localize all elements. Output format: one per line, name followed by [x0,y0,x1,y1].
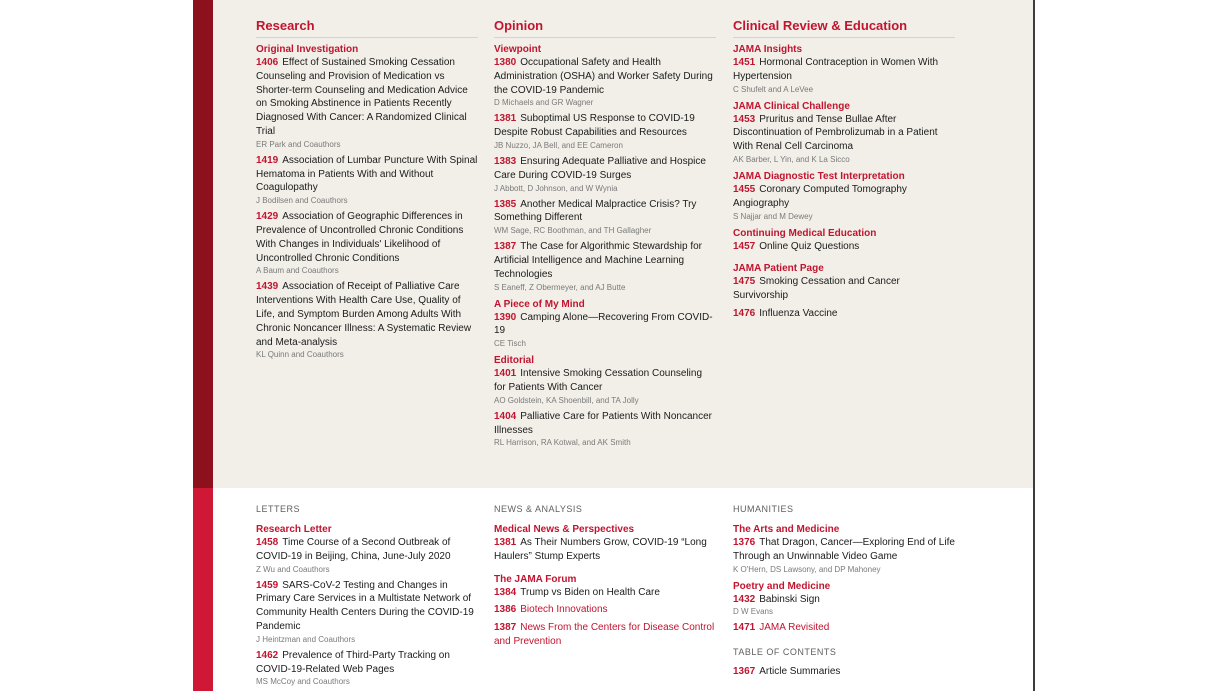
category-label: Original Investigation [256,44,359,55]
section-heading: Opinion [494,18,716,38]
category-label: JAMA Patient Page [733,263,824,275]
news-column [494,504,716,653]
article-title: News From the Centers for Disease Control and Prevention [494,622,715,647]
article-title: Influenza Vaccine [759,307,838,319]
article-authors: K O'Hern, DS Lawsony, and DP Mahoney [733,564,881,574]
article-title: Palliative Care for Patients With Noncancer Illnesses [494,410,712,436]
article-title: Suboptimal US Response to COVID-19 Despite Robust Capabilities and Resources [494,113,695,139]
category-label: Editorial [494,355,535,367]
page-number: 1429 [256,211,279,223]
page-edge [1033,0,1035,691]
toc-entry[interactable] [494,240,716,281]
article-title: Pruritus and Tense Bullae After Discontinuation of Pembrolizumab in a Patient With Renal Cell Carcinoma [733,113,938,153]
page-number: 1390 [494,311,517,323]
accent-bar-top [193,0,213,488]
article-authors: CE Tisch [494,339,527,349]
page-number: 1455 [733,183,756,195]
article-title: Coronary Computed Tomography Angiography [733,183,907,209]
section-heading: TABLE OF CONTENTS [733,647,837,658]
article-authors: D W Evans [733,607,774,617]
page-number: 1459 [256,579,279,591]
article-title: Intensive Smoking Cessation Counseling for Patients With Cancer [494,368,703,393]
category-label: The Arts and Medicine [733,524,840,535]
article-title: Another Medical Malpractice Crisis? Try Something Different [494,198,697,224]
category-label: Viewpoint [494,44,542,55]
page-number: 1404 [494,410,517,422]
page-number: 1387 [494,241,517,253]
toc-entry[interactable] [256,649,478,677]
toc-entry[interactable] [256,56,478,139]
category-label: Continuing Medical Education [733,227,877,239]
toc-entry[interactable] [256,210,478,265]
article-authors: D Michaels and GR Wagner [494,98,594,108]
page-number: 1462 [256,649,279,661]
toc-entry[interactable] [256,280,478,349]
toc-entry[interactable] [494,603,716,617]
toc-entry[interactable] [494,367,716,395]
spacer [733,679,955,683]
toc-entry[interactable] [733,536,955,564]
spacer [494,564,716,568]
spacer [494,649,716,653]
page-number: 1381 [494,537,517,548]
journal-page [193,0,1035,691]
section-heading: LETTERS [256,504,301,514]
page-number: 1406 [256,57,279,68]
page-number: 1381 [494,113,517,125]
toc-entry[interactable] [494,112,716,140]
toc-entry[interactable] [733,275,955,303]
page-number: 1387 [494,622,517,634]
section-heading: Clinical Review & Education [733,18,955,38]
toc-entry[interactable] [733,307,955,321]
page-number: 1401 [494,368,517,380]
article-title: Camping Alone—Recovering From COVID-19 [494,311,713,337]
humanities-column [733,504,955,683]
toc-entry[interactable] [733,665,955,679]
article-title: Article Summaries [759,666,841,678]
article-title: Prevalence of Third-Party Tracking on COVID-19-Related Web Pages [256,649,450,675]
spacer [733,321,955,325]
toc-entry[interactable] [733,183,955,211]
article-authors: C Shufelt and A LeVee [733,84,814,94]
article-title: Trump vs Biden on Health Care [520,586,660,598]
article-title: Time Course of a Second Outbreak of COVID-19 in Beijing, China, June-July 2020 [256,537,451,562]
category-label: JAMA Diagnostic Test Interpretation [733,170,905,182]
page-number: 1384 [494,586,517,598]
article-authors: Z Wu and Coauthors [256,564,330,574]
article-title: Babinski Sign [759,593,820,605]
article-authors: MS McCoy and Coauthors [256,677,350,687]
article-title: Ensuring Adequate Palliative and Hospice Care During COVID-19 Surges [494,155,706,181]
category-label: Research Letter [256,524,332,535]
article-title: JAMA Revisited [759,622,830,634]
page-number: 1476 [733,307,756,319]
page-number: 1439 [256,281,279,293]
toc-entry[interactable] [494,311,716,339]
toc-entry[interactable] [733,593,955,607]
page-number: 1419 [256,154,279,166]
page-number: 1385 [494,198,517,210]
toc-entry[interactable] [494,536,716,564]
article-title: Association of Receipt of Palliative Care Interventions With Health Care Use, Quality of Life, and Symptom Burden Among Adults With Chronic Noncancer Illness: A Systematic Review and Meta-analysis [256,281,472,348]
toc-entry[interactable] [256,536,478,564]
page-number: 1380 [494,57,517,68]
toc-entry[interactable] [256,579,478,634]
toc-entry[interactable] [494,56,716,97]
article-authors: JB Nuzzo, JA Bell, and EE Cameron [494,140,623,150]
page-number: 1432 [733,593,756,605]
category-label: A Piece of My Mind [494,298,585,310]
spacer [733,635,955,639]
article-title: The Case for Algorithmic Stewardship for Artificial Intelligence and Machine Learning Technologies [494,241,702,280]
toc-entry[interactable] [494,155,716,183]
category-label: JAMA Insights [733,44,803,55]
page-number: 1457 [733,240,756,252]
opinion-column [494,18,716,452]
category-label: Poetry and Medicine [733,580,831,592]
page-number: 1383 [494,155,517,167]
toc-entry[interactable] [733,621,955,635]
article-authors: S Najjar and M Dewey [733,211,813,221]
upper-section [213,0,1035,488]
page-number: 1458 [256,537,279,548]
article-title: Hormonal Contraception in Women With Hypertension [733,57,939,82]
article-title: Biotech Innovations [520,604,608,616]
article-authors: AK Barber, L Yin, and K La Sicco [733,154,850,164]
category-label: JAMA Clinical Challenge [733,100,850,112]
article-authors: KL Quinn and Coauthors [256,350,344,360]
article-title: Smoking Cessation and Cancer Survivorship [733,276,900,302]
toc-entry[interactable] [494,621,716,649]
article-authors: ER Park and Coauthors [256,139,341,149]
page-number: 1471 [733,622,756,634]
letters-column [256,504,478,691]
page-number: 1451 [733,57,756,68]
article-title: As Their Numbers Grow, COVID-19 “Long Haulers” Stump Experts [494,537,707,562]
article-title: Association of Lumbar Puncture With Spinal Hematoma in Patients With and Without Coagulopathy [256,154,478,194]
toc-entry[interactable] [494,198,716,226]
toc-entry[interactable] [494,586,716,600]
category-label: The JAMA Forum [494,573,577,585]
article-authors: AO Goldstein, KA Shoenbill, and TA Jolly [494,395,639,405]
article-authors: A Baum and Coauthors [256,266,339,276]
toc-entry[interactable] [733,240,955,254]
page-number: 1376 [733,537,756,548]
clinical-review-column [733,18,955,325]
toc-entry[interactable] [733,56,955,84]
page-number: 1475 [733,276,756,288]
accent-bar-bottom [193,488,213,691]
toc-entry[interactable] [733,113,955,154]
lower-section [213,488,1035,691]
article-title: Effect of Sustained Smoking Cessation Counseling and Provision of Medication vs Shorter-term Counseling and Medication Advice on Smoking Abstinence in Patients Recently Diagnosed With Cancer: A Randomized Clinical Trial [256,57,468,137]
toc-entry[interactable] [494,410,716,438]
page-number: 1367 [733,666,756,678]
article-authors: J Bodilsen and Coauthors [256,196,348,206]
research-column [256,18,478,364]
article-title: That Dragon, Cancer—Exploring End of Life Through an Unwinnable Video Game [733,537,955,562]
article-title: Online Quiz Questions [759,240,860,252]
article-authors: J Abbott, D Johnson, and W Wynia [494,183,618,193]
article-title: Association of Geographic Differences in Prevalence of Uncontrolled Chronic Conditions With Changes in Individuals' Likelihood of Uncontrolled Chronic Conditions [256,211,464,264]
article-authors: J Heintzman and Coauthors [256,634,356,644]
section-heading: NEWS & ANALYSIS [494,504,583,514]
section-heading: HUMANITIES [733,504,794,514]
article-title: Occupational Safety and Health Administration (OSHA) and Worker Safety During the COVID-19 Pandemic [494,57,713,96]
article-authors: S Eaneff, Z Obermeyer, and AJ Butte [494,282,626,292]
article-title: SARS-CoV-2 Testing and Changes in Primary Care Services in a Multistate Network of Community Health Centers During the COVID-19 Pandemic [256,579,474,632]
page-number: 1453 [733,113,756,125]
article-authors: RL Harrison, RA Kotwal, and AK Smith [494,438,631,448]
article-authors: WM Sage, RC Boothman, and TH Gallagher [494,226,652,236]
spacer [733,253,955,257]
category-label: Medical News & Perspectives [494,524,635,535]
toc-entry[interactable] [256,154,478,195]
page-number: 1386 [494,604,517,616]
section-heading: Research [256,18,478,38]
